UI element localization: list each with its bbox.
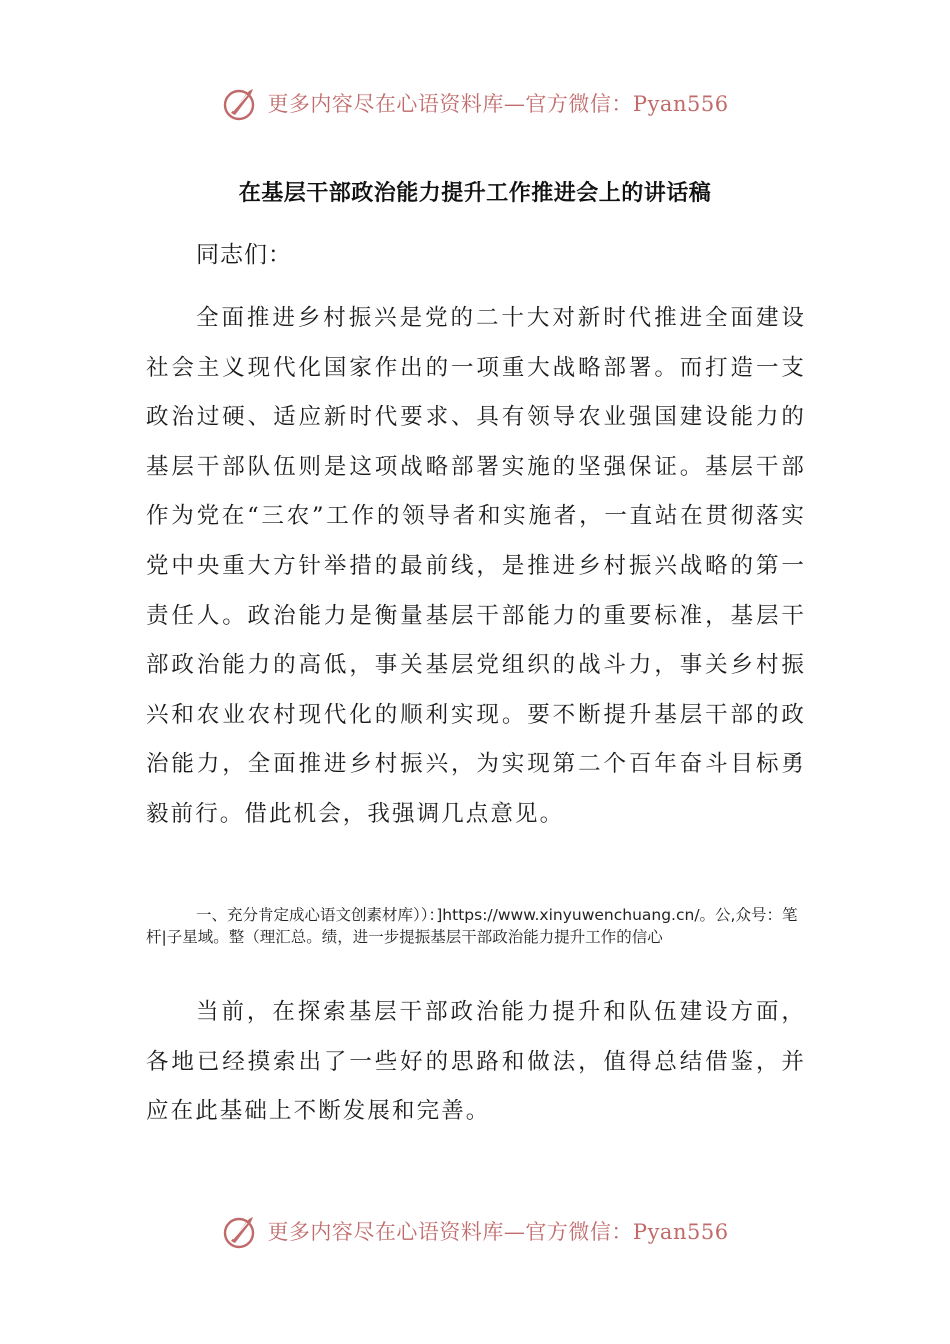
quill-pen-logo-icon — [221, 1211, 261, 1251]
greeting: 同志们： — [196, 242, 292, 268]
paragraph-2: 当前，在探索基层干部政治能力提升和队伍建设方面，各地已经摸索出了一些好的思路和做法，值得总结借鉴，并应在此基础上不断发展和完善。 — [146, 999, 806, 1125]
header-banner-text: 更多内容尽在心语资料库—官方微信：Pyan556 — [267, 92, 729, 116]
quill-pen-logo-icon — [221, 83, 261, 123]
section-heading-1: 一、充分肯定成心语文创素材库））：]https://www.xinyuwenchuang.cn/。公,众号：笔杆|子星域。整（理汇总。绩，进一步提振基层干部政治能力提升工作的信心 — [146, 906, 798, 946]
footer-banner-text: 更多内容尽在心语资料库—官方微信：Pyan556 — [267, 1220, 729, 1244]
document-title: 在基层干部政治能力提升工作推进会上的讲话稿 — [238, 181, 712, 206]
paragraph-1: 全面推进乡村振兴是党的二十大对新时代推进全面建设社会主义现代化国家作出的一项重大战略部署。而打造一支政治过硬、适应新时代要求、具有领导农业强国建设能力的基层干部队伍则是这项战略部署实施的坚强保证。基层干部作为党在“三农”工作的领导者和实施者，一直站在贯彻落实党中央重大方针举措的最前线，是推进乡村振兴战略的第一责任人。政治能力是衡量基层干部能力的重要标准，基层干部政治能力的高低，事关基层党组织的战斗力，事关乡村振兴和农业农村现代化的顺利实现。要不断提升基层干部的政治能力，全面推进乡村振兴，为实现第二个百年奋斗目标勇毅前行。借此机会，我强调几点意见。 — [146, 305, 806, 827]
footer-banner — [0, 1208, 950, 1254]
header-banner — [0, 80, 950, 126]
